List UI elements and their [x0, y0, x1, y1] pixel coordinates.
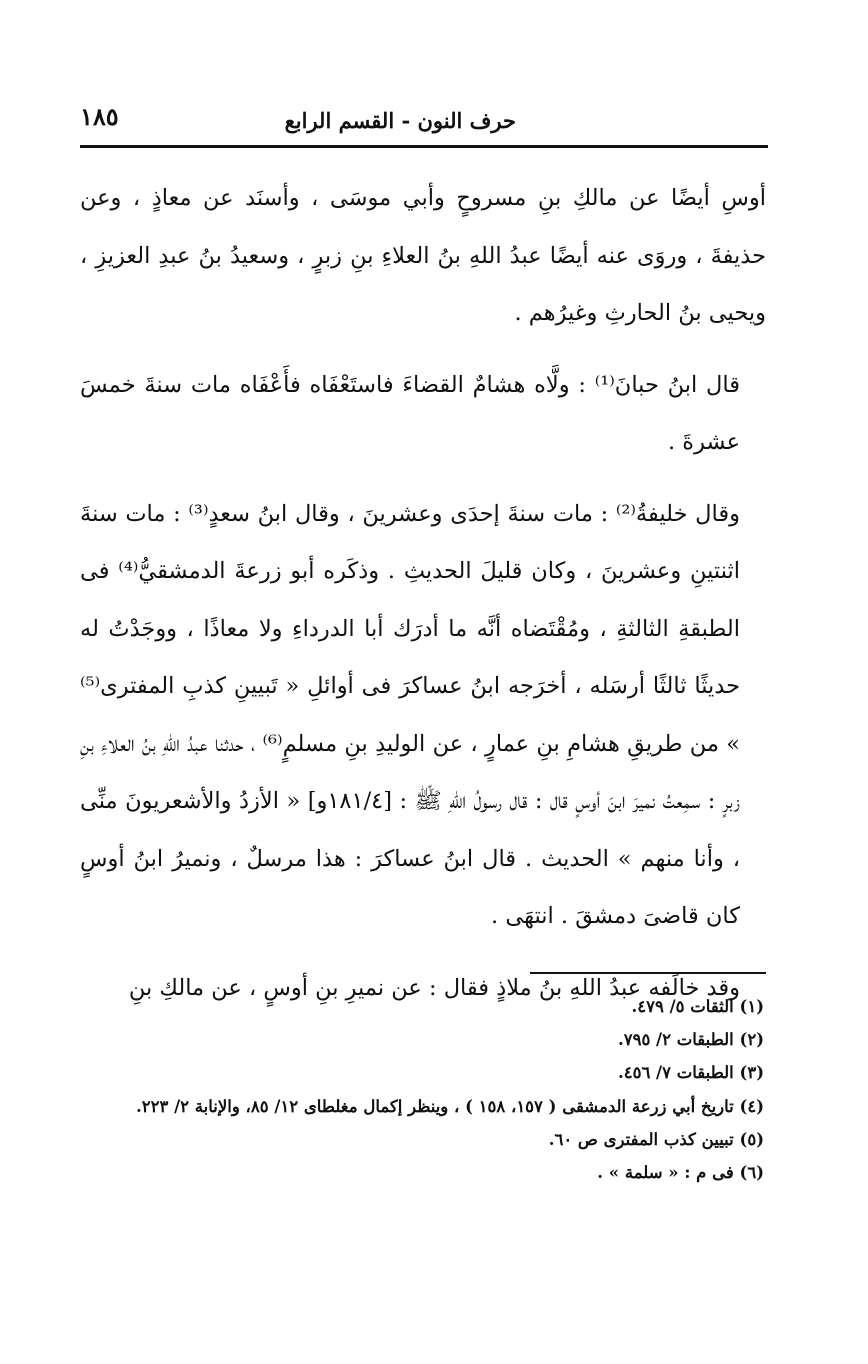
footnote: (٤) تاريخ أبي زرعة الدمشقى ( ١٥٧، ١٥٨ ) ، وينظر إكمال مغلطاى ١٢/ ٨٥، والإنابة ٢/ ٢٢٣.	[136, 1096, 764, 1116]
footnote: (٥) تبيين كذب المفترى ص ٦٠.	[548, 1129, 764, 1149]
footnote: (٢) الطبقات ٢/ ٧٩٥.	[617, 1030, 764, 1050]
header-rule	[80, 145, 768, 148]
footnote-divider	[530, 972, 766, 974]
page-number: ١٨٥	[80, 102, 119, 131]
running-title: حرف النون - القسم الرابع	[284, 108, 516, 133]
paragraph: أوسِ أيضًا عن مالكِ بنِ مسروحٍ وأبي موسَى ، وأسنَد عن معاذٍ ، وعن حذيفةَ ، وروَى عنه أيضًا عبدُ اللهِ بنُ العلاءِ بنِ زبرٍ ، وسعيدُ بنُ عبدِ العزيزِ ، ويحيى بنُ الحارثِ وغيرُهم .	[80, 185, 766, 326]
footnote: (١) الثقات ٥/ ٤٧٩.	[631, 997, 764, 1016]
main-text	[80, 170, 766, 1017]
footnote: (٣) الطبقات ٧/ ٤٥٦.	[617, 1063, 764, 1083]
paragraph: وقد خالَفه عبدُ اللهِ بنُ ملاذٍ فقال : عن نميرِ بنِ أوسٍ ، عن مالكِ بنِ	[128, 974, 740, 1001]
paragraph: وقال خليفةُ⁽²⁾ : مات سنةَ إحدَى وعشرينَ ، وقال ابنُ سعدٍ⁽³⁾ : مات سنةَ اثنتينِ وعشرينَ ، وكان قليلَ الحديثِ . وذكَره أبو زرعةَ الدمشقيُّ⁽⁴⁾ فى الطبقةِ الثالثةِ ، ومُقْتَضاه أنَّه ما أدرَك أبا الدرداءِ ولا معاذًا ، ووجَدْتُ له حديثًا ثالثًا أرسَله ، أخرَجه ابنُ عساكرَ فى أوائلِ « تَبيينِ كذبِ المفترى⁽⁵⁾ » من طريقِ هشامِ بنِ عمارٍ ، عن الوليدِ بنِ مسلمٍ⁽⁶⁾ ، حدثنا عبدُ اللهِ بنُ العلاءِ بنِ زبرٍ : سمِعتُ نميرَ ابنَ أوسٍ قال : قال رسولُ اللهِ ﷺ : [١٨١/٤و] « الأزدُ والأشعريونَ منِّى ، وأنا منهم » الحديث . قال ابنُ عساكرَ : هذا مرسلٌ ، ونميرُ ابنُ أوسٍ كان قاضىَ دمشقَ . انتهَى .	[80, 500, 741, 929]
page-header	[80, 100, 766, 140]
footnotes	[60, 990, 764, 1189]
footnote: (٦) فى م : « سلمة » .	[597, 1163, 764, 1183]
paragraph: قال ابنُ حبانَ⁽¹⁾ : ولَّاه هشامٌ القضاءَ فاستَعْفَاه فأَعْفَاه مات سنةَ خمسَ عشرةَ .	[80, 371, 740, 455]
